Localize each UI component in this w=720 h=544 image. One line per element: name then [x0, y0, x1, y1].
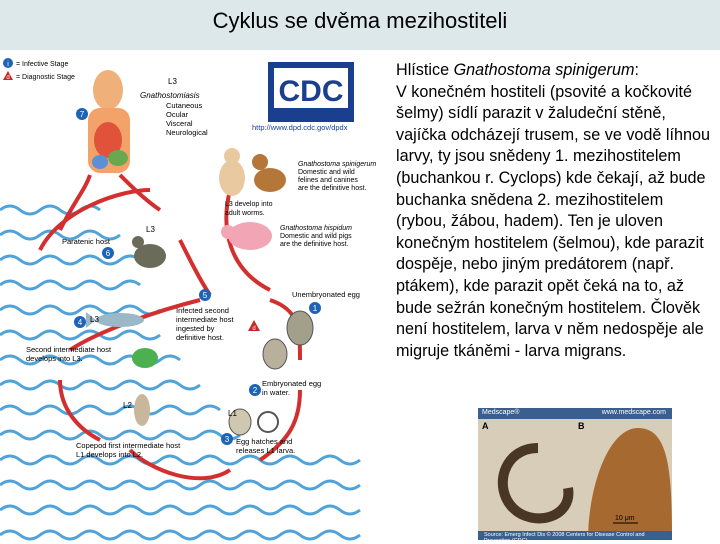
diagnostic-stage-marker-letter: d	[252, 326, 256, 332]
step-number-2	[249, 384, 261, 396]
step-5-line-1: Second intermediate host	[26, 345, 112, 354]
svg-text:4: 4	[77, 318, 83, 327]
step-8-line-2: adult worms.	[225, 210, 265, 217]
unembryonated-egg-icon	[287, 311, 313, 345]
dog-icon	[252, 154, 286, 192]
spinigerum-desc-1: Domestic and wild	[298, 169, 355, 176]
micrograph-url: www.medscape.com	[601, 409, 666, 416]
svg-text:2: 2	[252, 386, 258, 395]
hispidum-name: Gnathostoma hispidum	[280, 225, 352, 232]
description-text	[396, 60, 716, 362]
micrograph-label-a: A	[482, 421, 489, 431]
step-1-label: Unembryonated egg	[292, 290, 360, 299]
bird-icon	[132, 236, 166, 268]
micrograph-image	[478, 408, 672, 540]
micrograph-scale: 10 μm	[615, 515, 635, 522]
step-number-4	[74, 316, 86, 328]
spinigerum-name: Gnathostoma spinigerum	[298, 161, 377, 168]
water-waves	[0, 206, 360, 539]
copepod-icon	[134, 394, 150, 426]
description-heading	[396, 60, 716, 82]
heading-species: Gnathostoma spinigerum	[453, 61, 635, 79]
step-4-line-2: L1 develops into L2.	[76, 450, 144, 459]
infective-marker-letter: i	[7, 61, 9, 68]
hispidum-desc-2: are the definitive host.	[280, 241, 349, 248]
svg-text:6: 6	[105, 249, 111, 258]
spinigerum-desc-3: are the definitive host.	[298, 185, 367, 192]
step-8-line-1: L3 develop into	[225, 201, 273, 208]
step-3-line-1: Egg hatches and	[236, 437, 293, 446]
stage-label-l3-paratenic: L3	[146, 225, 155, 234]
micrograph-panel	[478, 408, 672, 544]
heading-prefix: Hlístice	[396, 61, 454, 79]
step-number-3	[221, 433, 233, 445]
micrograph-footer	[478, 531, 672, 544]
embryonated-egg-icon	[263, 339, 287, 369]
hispidum-desc-1: Domestic and wild pigs	[280, 233, 352, 240]
stage-label-l3-human: L3	[168, 77, 177, 86]
step-6-line-4: definitive host.	[176, 333, 224, 342]
svg-text:1: 1	[312, 304, 318, 313]
slide-title: Cyklus se dvěma mezihostiteli	[212, 8, 508, 33]
spinigerum-desc-2: felines and canines	[298, 177, 358, 184]
micrograph-label-b: B	[578, 421, 585, 431]
stage-label-l3-fish: L3	[90, 315, 99, 324]
cdc-logo-text: CDC	[278, 75, 344, 108]
description-body: V konečném hostiteli (psovité a kočkovité šelmy) sídlí parazit v žaludeční stěně, vajíčka odcházejí trusem, se ve vodě líhnou larvy, ty jsou snědeny 1. mezihostitelem (buchankou r. Cyclops) kde čekají, až bude buchanka snědena 2. mezihostitelem (rybou, žábou, hadem). Ten je uloven konečným hostitelem (šelmou), kde parazit dospěje, nebo jiným predátorem (např. ptákem), kde parazit opět čeká na to, až bude sežrán konečným hostitelem. Člověk není hostitelem, larva v něm nedospěje ale migruje tkáněmi - larva migrans.	[396, 82, 711, 360]
form-ocular: Ocular	[166, 110, 189, 119]
step-2-line-1: Embryonated egg	[262, 379, 322, 388]
step-2-line-2: in water.	[262, 388, 290, 397]
step-4-line-1: Copepod first intermediate host	[76, 441, 181, 450]
step-5-line-2: develops into L3.	[26, 354, 83, 363]
cat-icon	[219, 148, 245, 196]
svg-text:5: 5	[202, 291, 208, 300]
gnathostomiasis-label: Gnathostomiasis	[140, 91, 200, 100]
diagnostic-marker-letter: d	[6, 75, 10, 81]
micrograph-source: Medscape®	[482, 409, 520, 416]
svg-text:3: 3	[224, 435, 230, 444]
step-number-1	[309, 302, 321, 314]
svg-text:7: 7	[79, 110, 85, 119]
cdc-url: http://www.dpd.cdc.gov/dpdx	[252, 123, 348, 132]
step-number-6	[102, 247, 114, 259]
lifecycle-diagram	[0, 50, 390, 540]
heading-suffix: :	[634, 61, 639, 79]
step-6-line-2: intermediate host	[176, 315, 234, 324]
step-6-line-3: ingested by	[176, 324, 215, 333]
legend-diagnostic: = Diagnostic Stage	[16, 74, 75, 81]
step-number-7	[76, 108, 88, 120]
micrograph-credit: Source: Emerg Infect Dis © 2008 Centers for Disease Control and Prevention (CDC)	[484, 532, 645, 544]
human-figure	[88, 70, 130, 173]
stage-label-l2: L2	[123, 401, 132, 410]
form-neurological: Neurological	[166, 128, 208, 137]
form-cutaneous: Cutaneous	[166, 101, 203, 110]
form-visceral: Visceral	[166, 119, 193, 128]
larva-coil	[503, 448, 569, 518]
stage-label-l1: L1	[228, 409, 237, 418]
step-7-label: Paratenic host	[62, 237, 110, 246]
step-number-5	[199, 289, 211, 301]
step-6-line-1: Infected second	[176, 306, 229, 315]
frog-icon	[132, 348, 158, 368]
legend-infective: = Infective Stage	[16, 61, 69, 68]
step-3-line-2: releases L1 larva.	[236, 446, 296, 455]
